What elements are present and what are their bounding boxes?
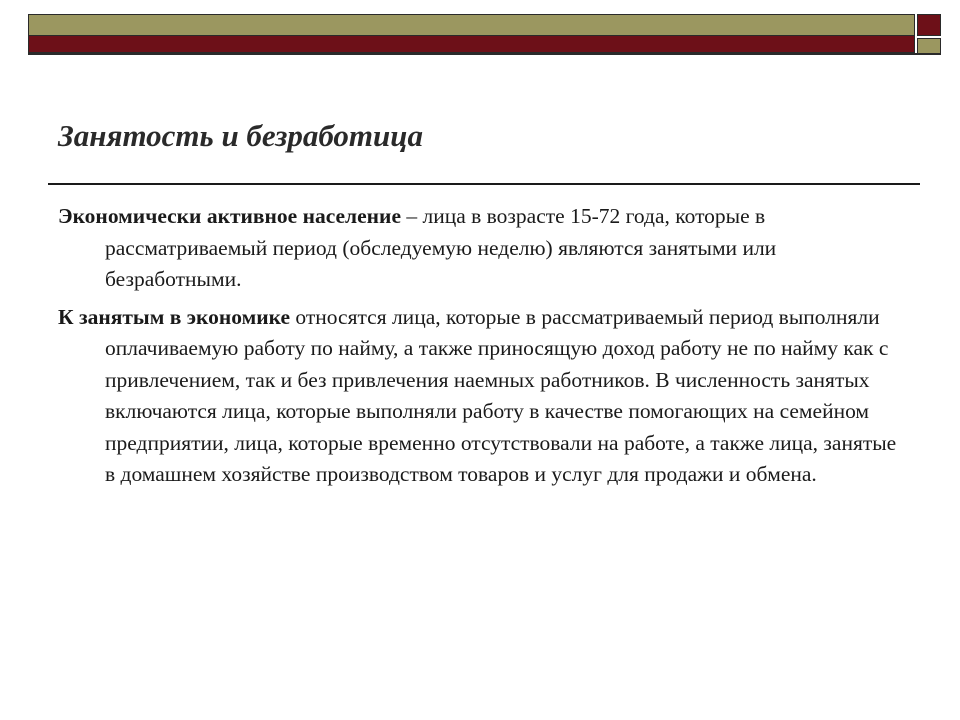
definition-active-population (58, 201, 908, 296)
olive-band (28, 14, 915, 36)
term-employed: К занятым в экономике (58, 304, 291, 329)
header-decoration (28, 14, 941, 55)
title-divider (48, 183, 920, 185)
maroon-square (917, 14, 941, 36)
slide-body (58, 201, 908, 497)
header-underline (28, 53, 941, 55)
term-active-population: Экономически активное население (58, 204, 401, 228)
slide-title: Занятость и безработица (58, 118, 424, 153)
definition-text-employed: относятся лица, которые в рассматриваемый период выполняли оплачиваемую работу по найму, а также приносящую доход работу не по найму как с привлечением, так и без привлечения наемных работников. В численность занятых включаются лица, которые выполняли работу в качестве помогающих на семейном предприятии, лица, которые временно отсутствовали на работе, а также лица, занятые в домашнем хозяйстве производством товаров и услуг для продажи и обмена. (105, 304, 897, 486)
maroon-band (28, 36, 915, 53)
definition-employed (58, 302, 908, 491)
olive-square (917, 38, 941, 54)
definition-text-active-population: – лица в возрасте 15-72 года, которые в рассматриваемый период (обследуемую неделю) являются занятыми или безработными. (105, 204, 777, 291)
